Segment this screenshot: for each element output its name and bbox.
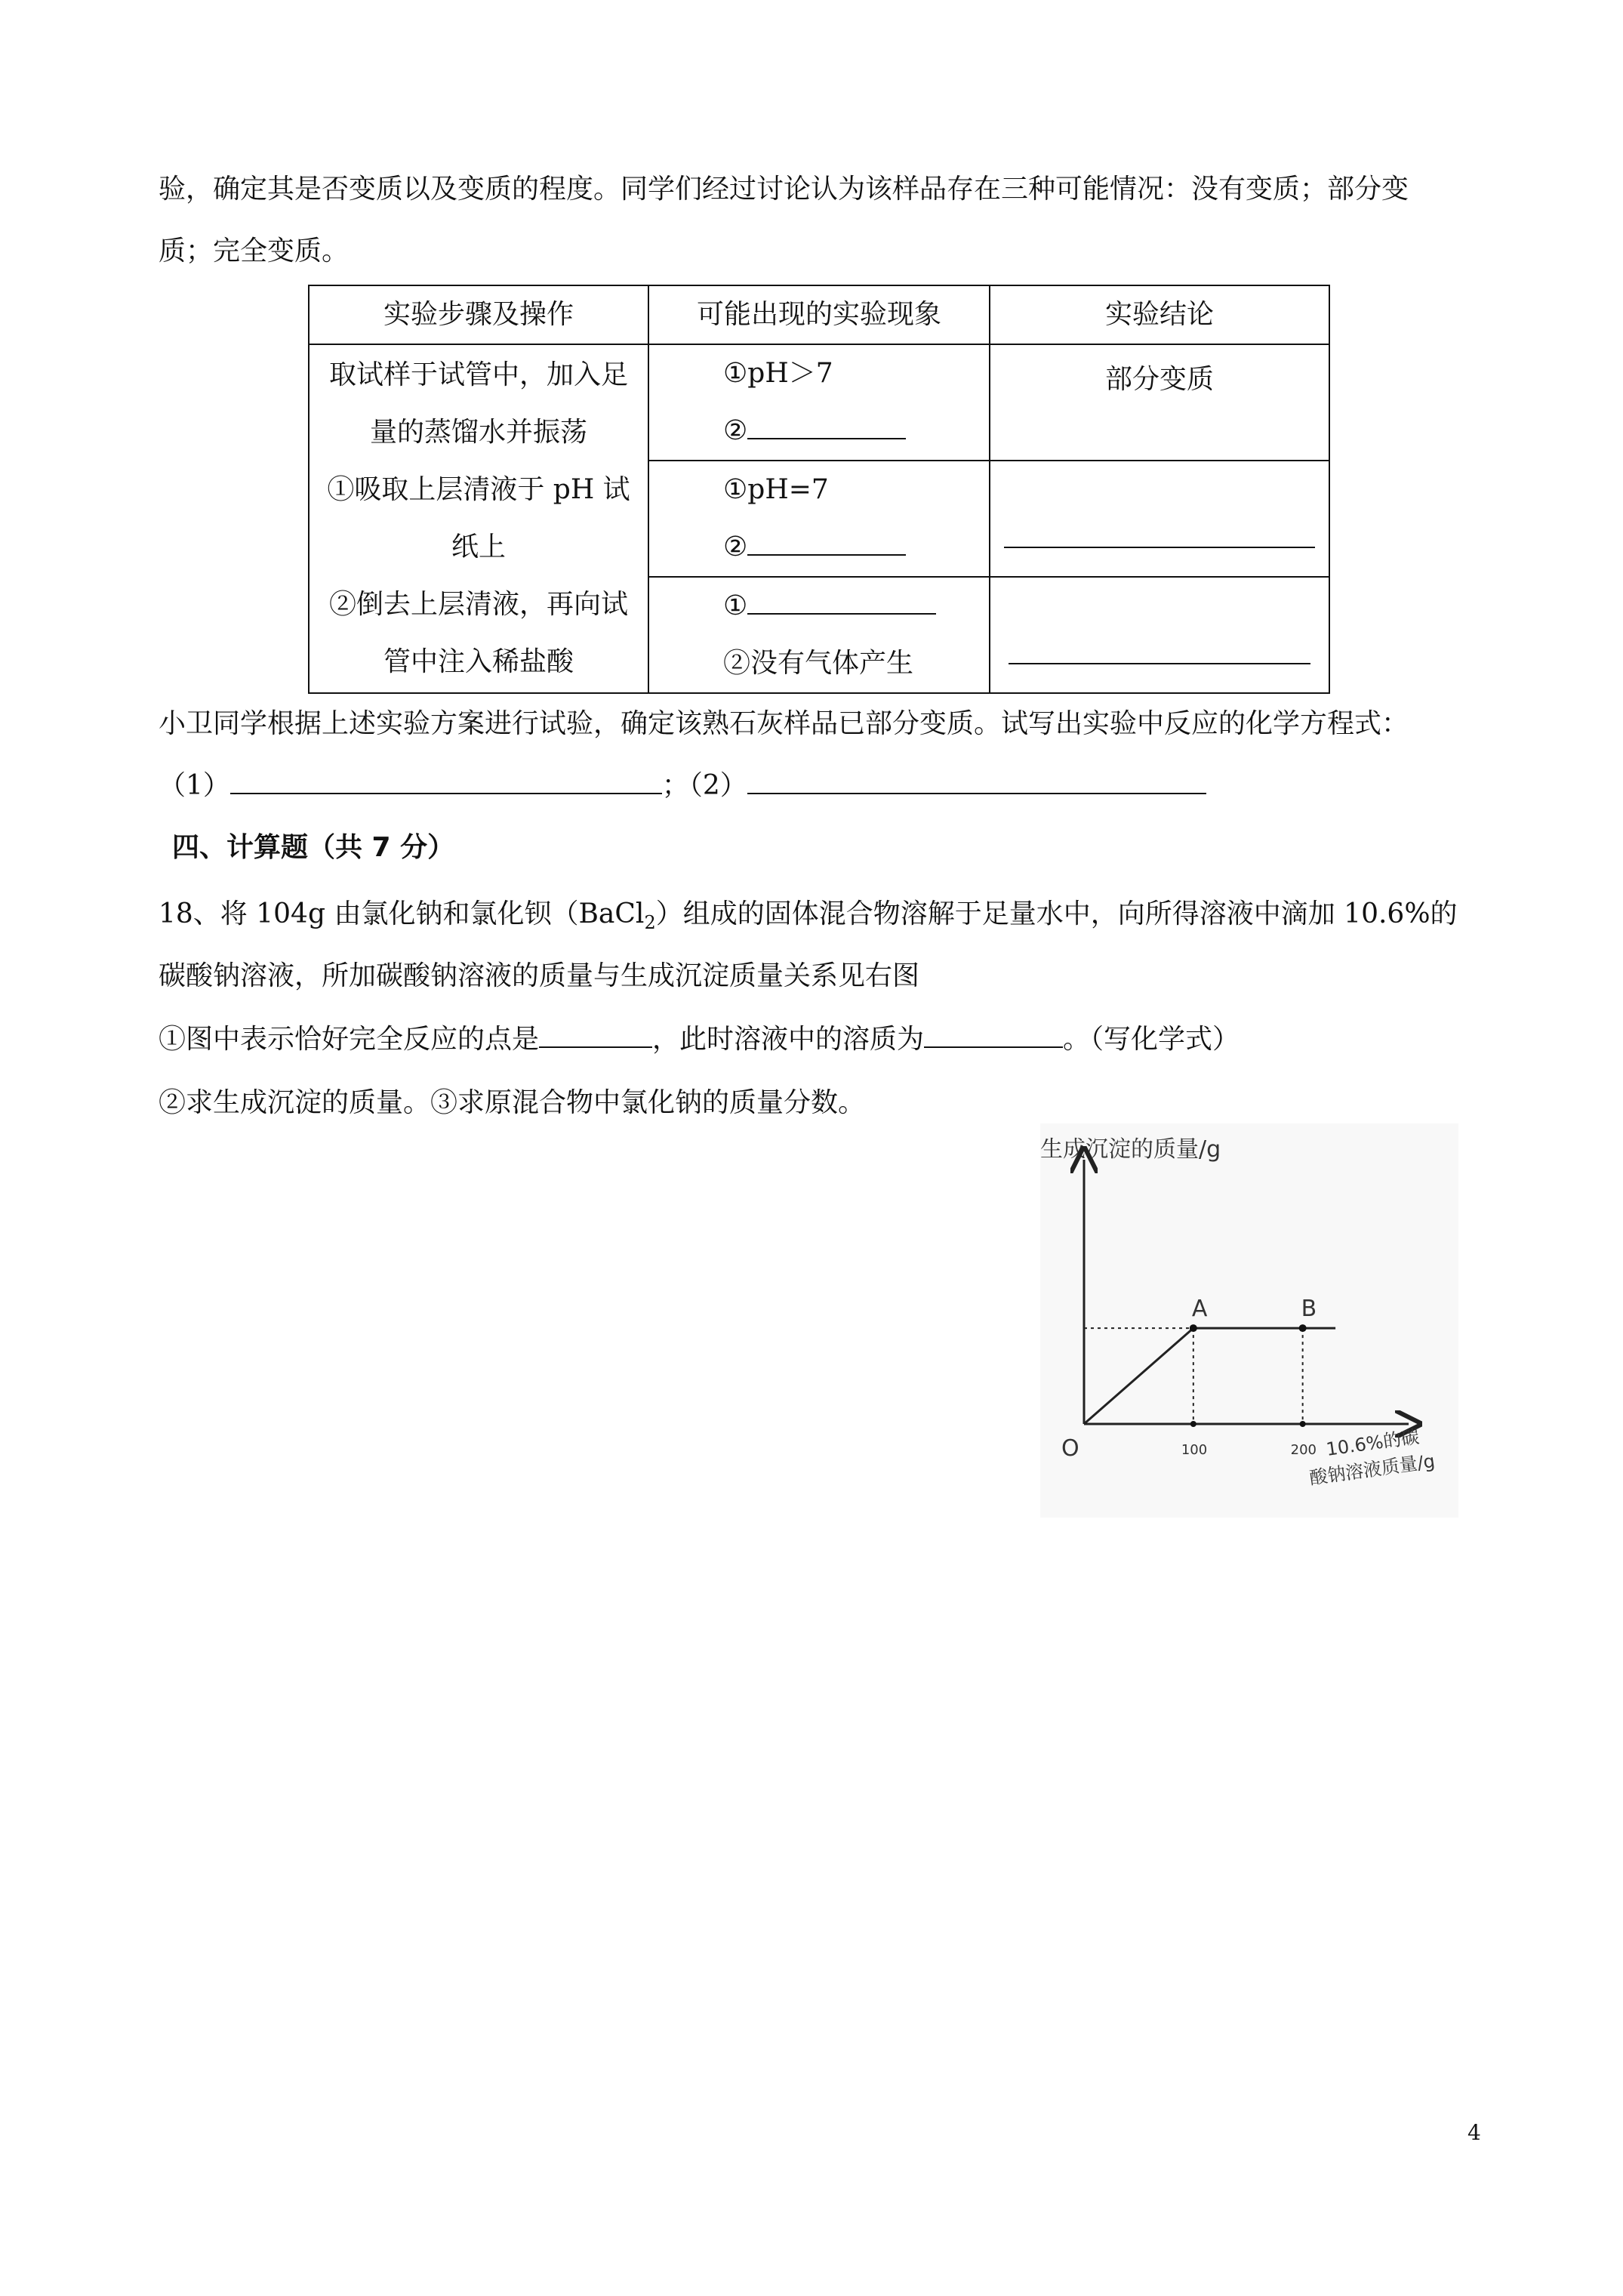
- equation-1-label: （1）: [159, 770, 230, 801]
- phenomenon-text: ①pH＞7: [723, 358, 833, 389]
- q18-text: ）组成的固体混合物溶解于足量水中，向所得溶液中滴加 10.6%的: [655, 898, 1458, 929]
- q18-line-2: 碳酸钠溶液，所加碳酸钠溶液的质量与生成沉淀质量关系见右图: [159, 960, 920, 991]
- x-tick-mark: [1300, 1421, 1306, 1427]
- x-tick-label: 200: [1290, 1442, 1317, 1458]
- q18-text: ，此时溶液中的溶质为: [652, 1024, 925, 1055]
- phenomenon-text: ①pH=7: [723, 474, 829, 505]
- point-label-A: A: [1191, 1296, 1208, 1323]
- step-line: 量的蒸馏水并振荡: [369, 417, 587, 448]
- step-line: ①吸取上层清液于 pH 试: [327, 474, 630, 505]
- point-A: [1190, 1324, 1197, 1332]
- equation-line: [159, 764, 1206, 803]
- phenomena-cell: [648, 577, 990, 693]
- q18-text: 18、将 104g 由氯化钠和氯化钡（BaCl: [159, 898, 645, 929]
- equation-1-blank[interactable]: [230, 767, 662, 794]
- q18-line-1: [159, 892, 1458, 933]
- intro-line-2: 质；完全变质。: [159, 236, 350, 267]
- phenomenon-text: ①: [723, 590, 748, 621]
- x-tick-mark: [1190, 1421, 1196, 1427]
- header-steps: 实验步骤及操作: [309, 285, 648, 344]
- phenomena-cell: [648, 461, 990, 577]
- intro-line-1: 验，确定其是否变质以及变质的程度。同学们经过讨论认为该样品存在三种可能情况：没有变质；部分变: [159, 174, 1409, 205]
- after-table-line: 小卫同学根据上述实验方案进行试验，确定该熟石灰样品已部分变质。试写出实验中反应的化学方程式：: [159, 708, 1409, 739]
- series-line: [1084, 1328, 1335, 1424]
- y-axis-label: 生成沉淀的质量/g: [1040, 1136, 1221, 1163]
- step-line: 管中注入稀盐酸: [383, 646, 574, 677]
- steps-cell: [309, 344, 648, 693]
- table-row: [309, 344, 1329, 461]
- conclusion-text: 部分变质: [1104, 364, 1214, 395]
- equation-separator: ；（2）: [661, 770, 747, 801]
- q18-line-4: ②求生成沉淀的质量。③求原混合物中氯化钠的质量分数。: [159, 1087, 866, 1118]
- q18-line-3: [159, 1018, 1240, 1056]
- subscript: 2: [644, 912, 656, 934]
- phenomena-cell: [648, 344, 990, 461]
- conclusion-blank[interactable]: [1004, 516, 1315, 548]
- equation-2-blank[interactable]: [747, 767, 1206, 794]
- answer-blank[interactable]: [747, 529, 906, 556]
- header-phenomena: 可能出现的实验现象: [648, 285, 990, 344]
- header-conclusion: 实验结论: [990, 285, 1329, 344]
- phenomenon-text: ②: [723, 532, 748, 562]
- q18-text: 。（写化学式）: [1063, 1024, 1240, 1055]
- solute-blank[interactable]: [924, 1021, 1063, 1048]
- page-number: 4: [1467, 2120, 1481, 2145]
- x-axis-label-line2: 酸钠溶液质量/g: [1307, 1450, 1437, 1489]
- point-label-B: B: [1301, 1296, 1317, 1323]
- answer-blank[interactable]: [747, 412, 906, 439]
- x-axis-label-line1: 10.6%的碳: [1324, 1425, 1421, 1460]
- section-title: 四、计算题（共 7 分）: [172, 832, 455, 863]
- answer-blank[interactable]: [747, 587, 936, 615]
- x-tick-label: 100: [1181, 1442, 1208, 1458]
- conclusion-cell: [990, 461, 1329, 577]
- point-B: [1299, 1324, 1307, 1332]
- chart-svg: [1040, 1123, 1458, 1518]
- precipitate-chart: [1040, 1123, 1458, 1518]
- phenomenon-text: ②: [723, 415, 748, 446]
- step-line: 纸上: [451, 532, 506, 562]
- step-line: 取试样于试管中，加入足: [328, 359, 628, 390]
- phenomenon-text: ②没有气体产生: [723, 648, 914, 679]
- conclusion-cell: [990, 577, 1329, 693]
- q18-text: ①图中表示恰好完全反应的点是: [159, 1024, 540, 1055]
- conclusion-cell: [990, 344, 1329, 461]
- point-blank[interactable]: [539, 1021, 652, 1048]
- conclusion-blank[interactable]: [1009, 633, 1310, 664]
- step-line: ②倒去上层清液，再向试: [328, 589, 628, 620]
- origin-label: O: [1061, 1435, 1079, 1462]
- experiment-table: [308, 285, 1330, 694]
- table-header-row: [309, 285, 1329, 344]
